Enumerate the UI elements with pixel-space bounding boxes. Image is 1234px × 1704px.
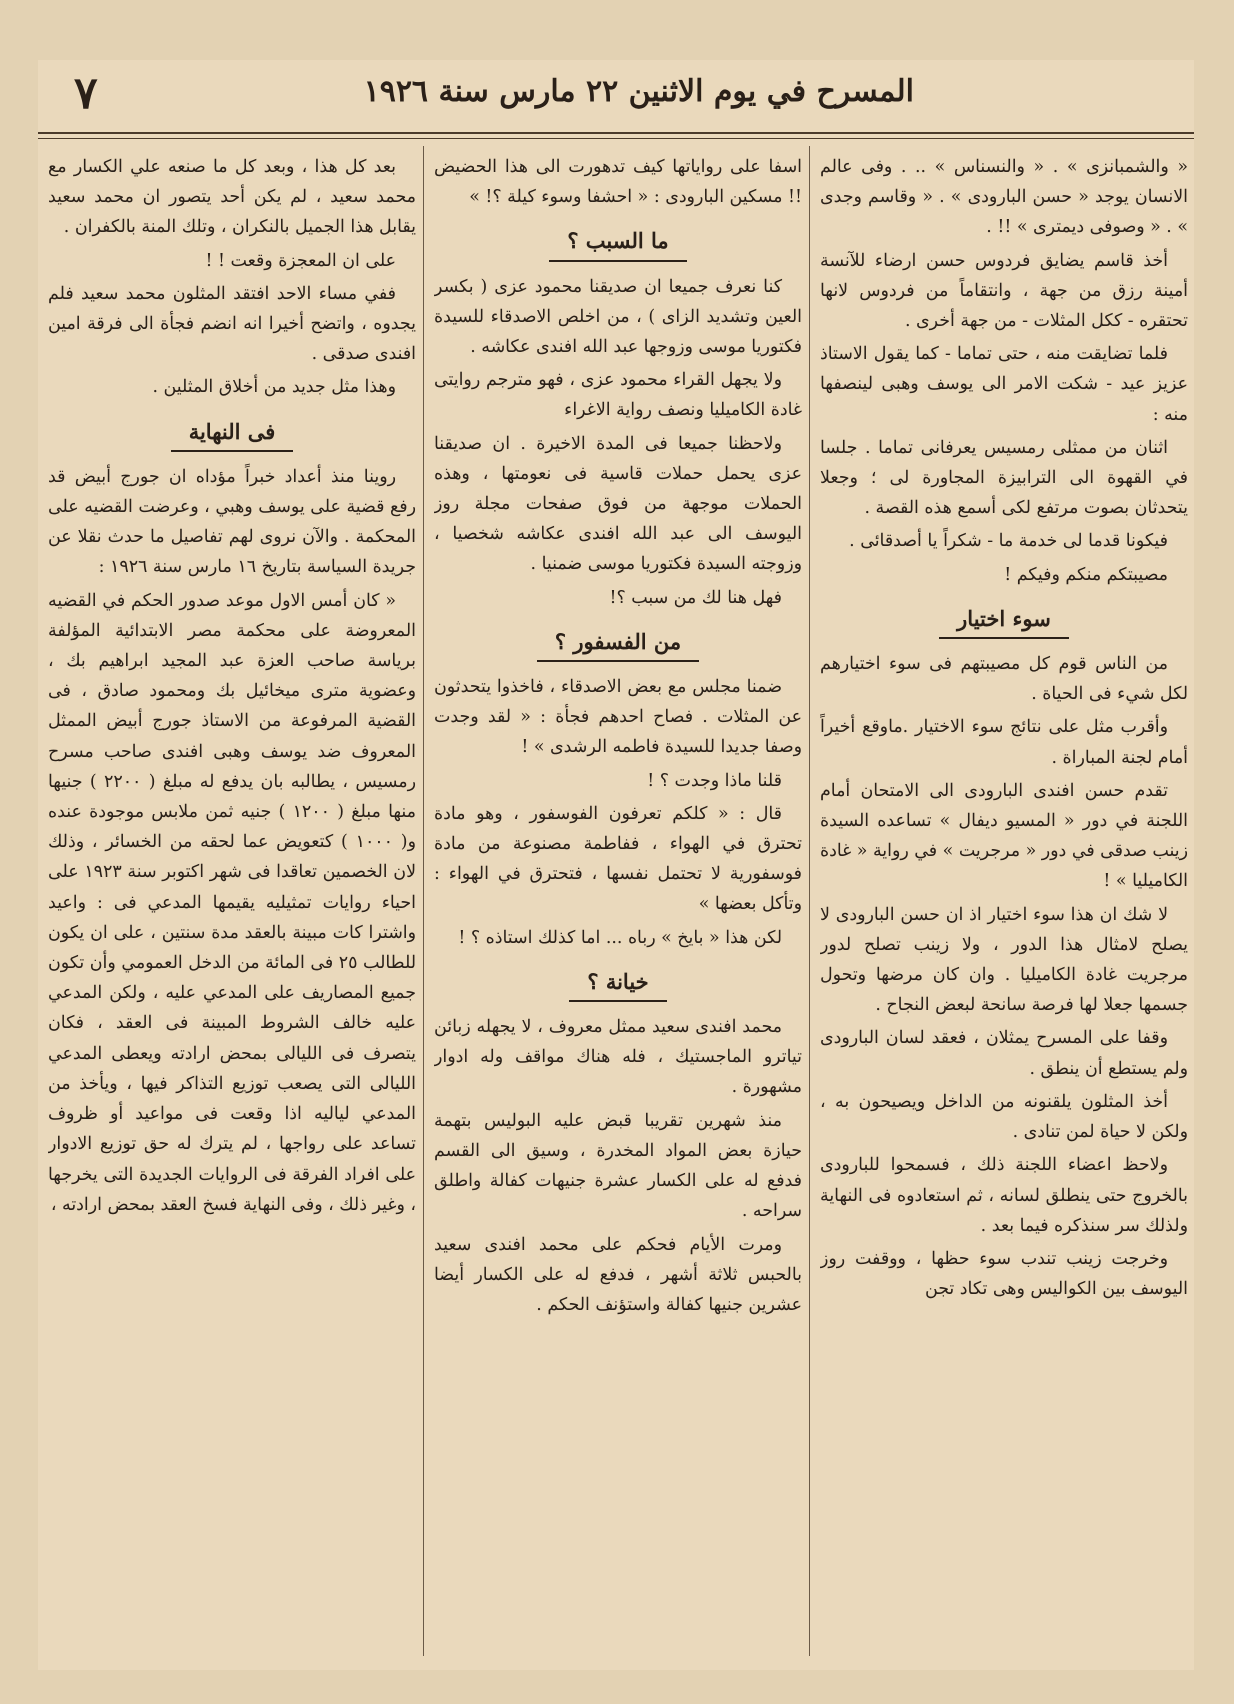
paragraph: اسفا على رواياتها كيف تدهورت الى هذا الحضيض !! مسكين البارودى : « احشفا وسوء كيلة ؟! » — [434, 157, 802, 208]
paragraph: تقدم حسن افندى البارودى الى الامتحان أمام اللجنة في دور « المسيو ديفال » تساعده السيدة زينب صدقى في دور « مرجريت » في رواية « غادة الكاميليا » ! — [820, 780, 1188, 892]
column-middle — [434, 152, 802, 1662]
paragraph: اثنان من ممثلى رمسيس يعرفانى تماما . جلسا في القهوة الى الترابيزة المجاورة لى ؛ وجعلا يتحدثان بصوت مرتفع لكى أسمع هذه القصة . — [820, 437, 1188, 519]
page-title: المسرح في يوم الاثنين ٢٢ مارس سنة ١٩٢٦ — [363, 74, 914, 109]
paragraph: وخرجت زينب تندب سوء حظها ، ووقفت روز اليوسف بين الكواليس وهى تكاد تجن — [820, 1248, 1188, 1300]
section-heading — [48, 417, 416, 452]
paragraph: روينا منذ أعداد خبراً مؤداه ان جورج أبيض قد رفع قضية على يوسف وهبي ، وعرضت القضيه على المحكمة . والآن نروى لهم تفاصيل ما حدث نقلا عن جريدة السياسة بتاريخ ١٦ مارس سنة ١٩٢٦ : — [48, 466, 416, 578]
paragraph: ففي مساء الاحد افتقد المثلون محمد سعيد فلم يجدوه ، واتضح أخيرا انه انضم فجأة الى فرقة امين افندى صدقى . — [48, 283, 416, 365]
paragraph: وقفا على المسرح يمثلان ، فعقد لسان البارودى ولم يستطع أن ينطق . — [820, 1028, 1188, 1079]
paragraph: ولاحظ اعضاء اللجنة ذلك ، فسمحوا للبارودى بالخروج حتى ينطلق لسانه ، ثم استعادوه فى النهاية ولذلك سر سنذكره فيما بعد . — [820, 1155, 1188, 1236]
section-heading — [820, 604, 1188, 639]
paragraph: وأقرب مثل على نتائج سوء الاختيار .ماوقع أخيراً أمام لجنة المباراة . — [820, 717, 1188, 768]
paragraph: لكن هذا « بايخ » رباه ... اما كذلك استاذه ؟ ! — [458, 927, 782, 948]
newspaper-page — [38, 60, 1194, 1670]
page-header — [38, 68, 1194, 128]
paragraph: « والشمبانزى » . « والنسناس » .. . وفى عالم الانسان يوجد « حسن البارودى » . « وقاسم وجدى » . « وصوفى ديمترى » !! . — [820, 157, 1188, 238]
header-rule — [38, 132, 1194, 134]
paragraph: ولاحظنا جميعا فى المدة الاخيرة . ان صديقنا عزى يحمل حملات قاسية فى نعومتها ، وهذه الحملات موجهة من فوق صفحات مجلة روز اليوسف الى عبد الله افندى عكاشه شخصيا ، وزوجته السيدة فكتوريا موسى ضمنيا . — [434, 433, 802, 575]
paragraph: أخذ قاسم يضايق فردوس حسن ارضاء للآنسة أمينة رزق من جهة ، وانتقاماً من فردوس لانها تحتقره - ككل المثلات - من جهة أخرى . — [820, 250, 1188, 332]
section-heading — [434, 967, 802, 1002]
paragraph: وهذا مثل جديد من أخلاق المثلين . — [152, 377, 396, 398]
paragraph: كنا نعرف جميعا ان صديقنا محمود عزى ( بكسر العين وتشديد الزاى ) ، من اخلص الاصدقاء للسيدة فكتوريا موسى وزوجها عبد الله افندى عكاشه . — [434, 276, 802, 358]
paragraph: فلما تضايقت منه ، حتى تماما - كما يقول الاستاذ عزيز عيد - شكت الامر الى يوسف وهبى لينصفها منه : — [820, 344, 1188, 425]
paragraph: ومرت الأيام فحكم على محمد افندى سعيد بالحبس ثلاثة أشهر ، فدفع له على الكسار أيضا عشرين جنيها كفالة واستؤنف الحكم . — [434, 1234, 802, 1315]
paragraph: على ان المعجزة وقعت ! ! — [205, 250, 396, 271]
section-title: فى النهاية — [171, 417, 294, 452]
section-heading — [434, 226, 802, 261]
paragraph: من الناس قوم كل مصيبتهم فى سوء اختيارهم لكل شيء فى الحياة . — [820, 654, 1188, 705]
paragraph: منذ شهرين تقريبا قبض عليه البوليس بتهمة حيازة بعض المواد المخدرة ، وسيق الى القسم فدفع له على الكسار عشرة جنيهات كفالة واطلق سراحه . — [434, 1110, 802, 1222]
paragraph: لا شك ان هذا سوء اختيار اذ ان حسن البارودى لا يصلح لامثال هذا الدور ، ولا زينب تصلح لدور مرجريت غادة الكاميليا . وان كان مرضها وتحول جسمها جعلا لها فرصة سانحة لبعض النجاح . — [820, 904, 1188, 1016]
page-number: ٧ — [74, 68, 98, 119]
column-left — [48, 152, 416, 1662]
paragraph: محمد افندى سعيد ممثل معروف ، لا يجهله زبائن تياترو الماجستيك ، فله هناك مواقف وله ادوار مشهورة . — [434, 1017, 802, 1098]
column-divider — [423, 146, 424, 1656]
paragraph: أخذ المثلون يلقنونه من الداخل ويصيحون به ، ولكن لا حياة لمن تنادى . — [820, 1091, 1188, 1143]
paragraph: فيكونا قدما لى خدمة ما - شكراً يا أصدقائى . — [849, 531, 1168, 552]
paragraph: قال : « كلكم تعرفون الفوسفور ، وهو مادة تحترق في الهواء ، ففاطمة مصنوعة من مادة فوسفورية لا تحتمل نفسها ، فتحترق في الهواء : وتأكل بعضها » — [434, 803, 802, 915]
column-divider — [809, 146, 810, 1656]
header-rule-thin — [38, 138, 1194, 139]
paragraph: فهل هنا لك من سبب ؟! — [609, 587, 782, 608]
paragraph: قلنا ماذا وجدت ؟ ! — [647, 770, 782, 791]
section-heading — [434, 627, 802, 662]
paragraph: بعد كل هذا ، وبعد كل ما صنعه علي الكسار مع محمد سعيد ، لم يكن أحد يتصور ان محمد سعيد يقابل هذا الجميل بالنكران ، وتلك المنة بالكفران . — [48, 157, 416, 238]
column-right — [820, 152, 1188, 1662]
section-title: من الفسفور ؟ — [537, 627, 699, 662]
paragraph: ولا يجهل القراء محمود عزى ، فهو مترجم روايتى غادة الكاميليا ونصف رواية الاغراء — [434, 370, 802, 421]
paragraph: ضمنا مجلس مع بعض الاصدقاء ، فاخذوا يتحدثون عن المثلات . فصاح احدهم فجأة : « لقد وجدت وصفا جديدا للسيدة فاطمه الرشدى » ! — [434, 677, 802, 758]
section-title: خيانة ؟ — [569, 967, 666, 1002]
paragraph: مصيبتكم منكم وفيكم ! — [1004, 564, 1168, 585]
section-title: سوء اختيار — [939, 604, 1069, 639]
paragraph: « كان أمس الاول موعد صدور الحكم في القضيه المعروضة على محكمة مصر الابتدائية المؤلفة برياسة صاحب العزة عبد المجيد ابراهيم بك ، وعضوية مترى ميخائيل بك ومحمود صادق ، فى القضية المرفوعة من الاستاذ جورج أبيض الممثل المعروف ضد يوسف وهبى افندى صاحب مسرح رمسيس ، يطالبه بان يدفع له مبلغ ( ٢٢٠٠ ) جنيها منها مبلغ ( ١٢٠٠ ) جنيه ثمن ملابس موجودة عنده و( ١٠٠٠ ) كتعويض عما لحقه من الخسائر ، وذلك لان الخصمين تعاقدا فى شهر اكتوبر سنة ١٩٢٣ على احياء روايات تمثيليه يقيمها المدعي فى : واعيد واشترا كات مبينة بالعقد مدة سنتين ، على ان يكون للطالب ٢٥ فى المائة من الدخل العمومي وأن تكون جميع المصاريف على المدعي عليه ، ولكن المدعي عليه خالف الشروط المبينة فى العقد ، فكان يتصرف فى الليالى بمحض ارادته ويعطى المدعي الليالى التى يصعب توزيع التذاكر فيها ، ويأخذ من المدعي لياليه اذا وقعت فى مواعيد أو ظروف تساعد على رواجها ، لم يترك له حق توزيع الادوار على افراد الفرقة فى الروايات الجديدة التى يخرجها ، وغير ذلك ، وفى النهاية فسخ العقد بمحض ارادته ، — [48, 590, 416, 1215]
section-title: ما السبب ؟ — [549, 226, 686, 261]
